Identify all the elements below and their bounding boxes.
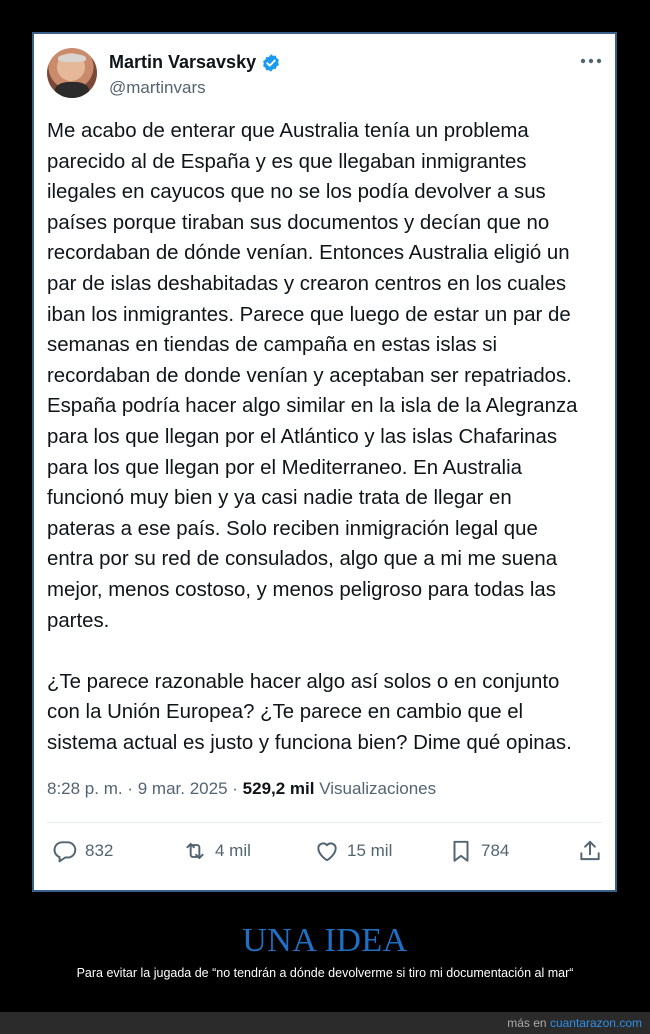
user-name[interactable]: Martin Varsavsky: [109, 52, 257, 72]
reply-button[interactable]: [52, 838, 113, 864]
meta-separator: ·: [232, 779, 238, 798]
bookmark-icon: [448, 838, 474, 864]
like-count: 15 mil: [347, 841, 393, 860]
reply-count: 832: [85, 841, 114, 860]
retweet-button[interactable]: [182, 838, 251, 864]
footer-prefix: más en: [507, 1016, 547, 1030]
retweet-count: 4 mil: [215, 841, 251, 860]
divider: [47, 822, 602, 823]
tweet-text: Me acabo de enterar que Australia tenía un problema parecido al de España y es que llegaban inmigrantes ilegales en cayucos que no se los podía devolver a sus países porque tiraban sus documentos y decían que no recordaban de dónde venían. Entonces Australia eligió un par de islas deshabitadas y crearon centros en los cuales iban los inmigrantes. Parece que luego de estar un par de semanas en tiendas de campaña en estas islas si recordaban de donde venían y aceptaban ser repatriados. España podría hacer algo similar en la isla de la Alegranza para los que llegan por el Atlántico y las islas Chafarinas para los que llegan por el Mediterraneo. En Australia funcionó muy bien y ya casi nadie trata de llegar en pateras a ese país. Solo reciben inmigración legal que entra por su red de consulados, algo que a mi me suena mejor, menos costoso, y menos peligroso para todas las partes. ¿Te parece razonable hacer algo así solos o en conjunto con la Unión Europea? ¿Te parece en cambio que el sistema actual es justo y funciona bien? Dime qué opinas.: [47, 120, 578, 754]
user-name-row[interactable]: [109, 52, 281, 73]
meta-separator: ·: [127, 779, 134, 798]
bookmark-button[interactable]: [448, 838, 509, 864]
share-icon: [577, 838, 603, 864]
tweet-card: [32, 32, 617, 892]
footer-site-link[interactable]: cuantarazon.com: [549, 1016, 642, 1030]
views-count: 529,2 mil: [242, 779, 315, 798]
share-button[interactable]: [577, 838, 603, 864]
views-label: Visualizaciones: [319, 779, 437, 798]
footer-text: [507, 1016, 642, 1030]
heart-icon: [314, 838, 340, 864]
retweet-icon: [182, 838, 208, 864]
reply-icon: [52, 838, 78, 864]
bookmark-count: 784: [481, 841, 510, 860]
tweet-time[interactable]: 8:28 p. m.: [47, 779, 123, 798]
more-options-icon[interactable]: [579, 56, 603, 66]
tweet-date[interactable]: 9 mar. 2025: [137, 779, 228, 798]
avatar[interactable]: [47, 48, 97, 98]
user-handle[interactable]: @martinvars: [109, 78, 206, 97]
verified-badge-icon: [261, 53, 281, 73]
footer-bar: [0, 1012, 650, 1034]
banner-subtitle: Para evitar la jugada de “no tendrán a dónde devolverme si tiro mi documentación al mar“: [76, 966, 574, 980]
banner-title: UNA IDEA: [242, 922, 408, 959]
tweet-meta: [47, 779, 436, 799]
like-button[interactable]: [314, 838, 392, 864]
